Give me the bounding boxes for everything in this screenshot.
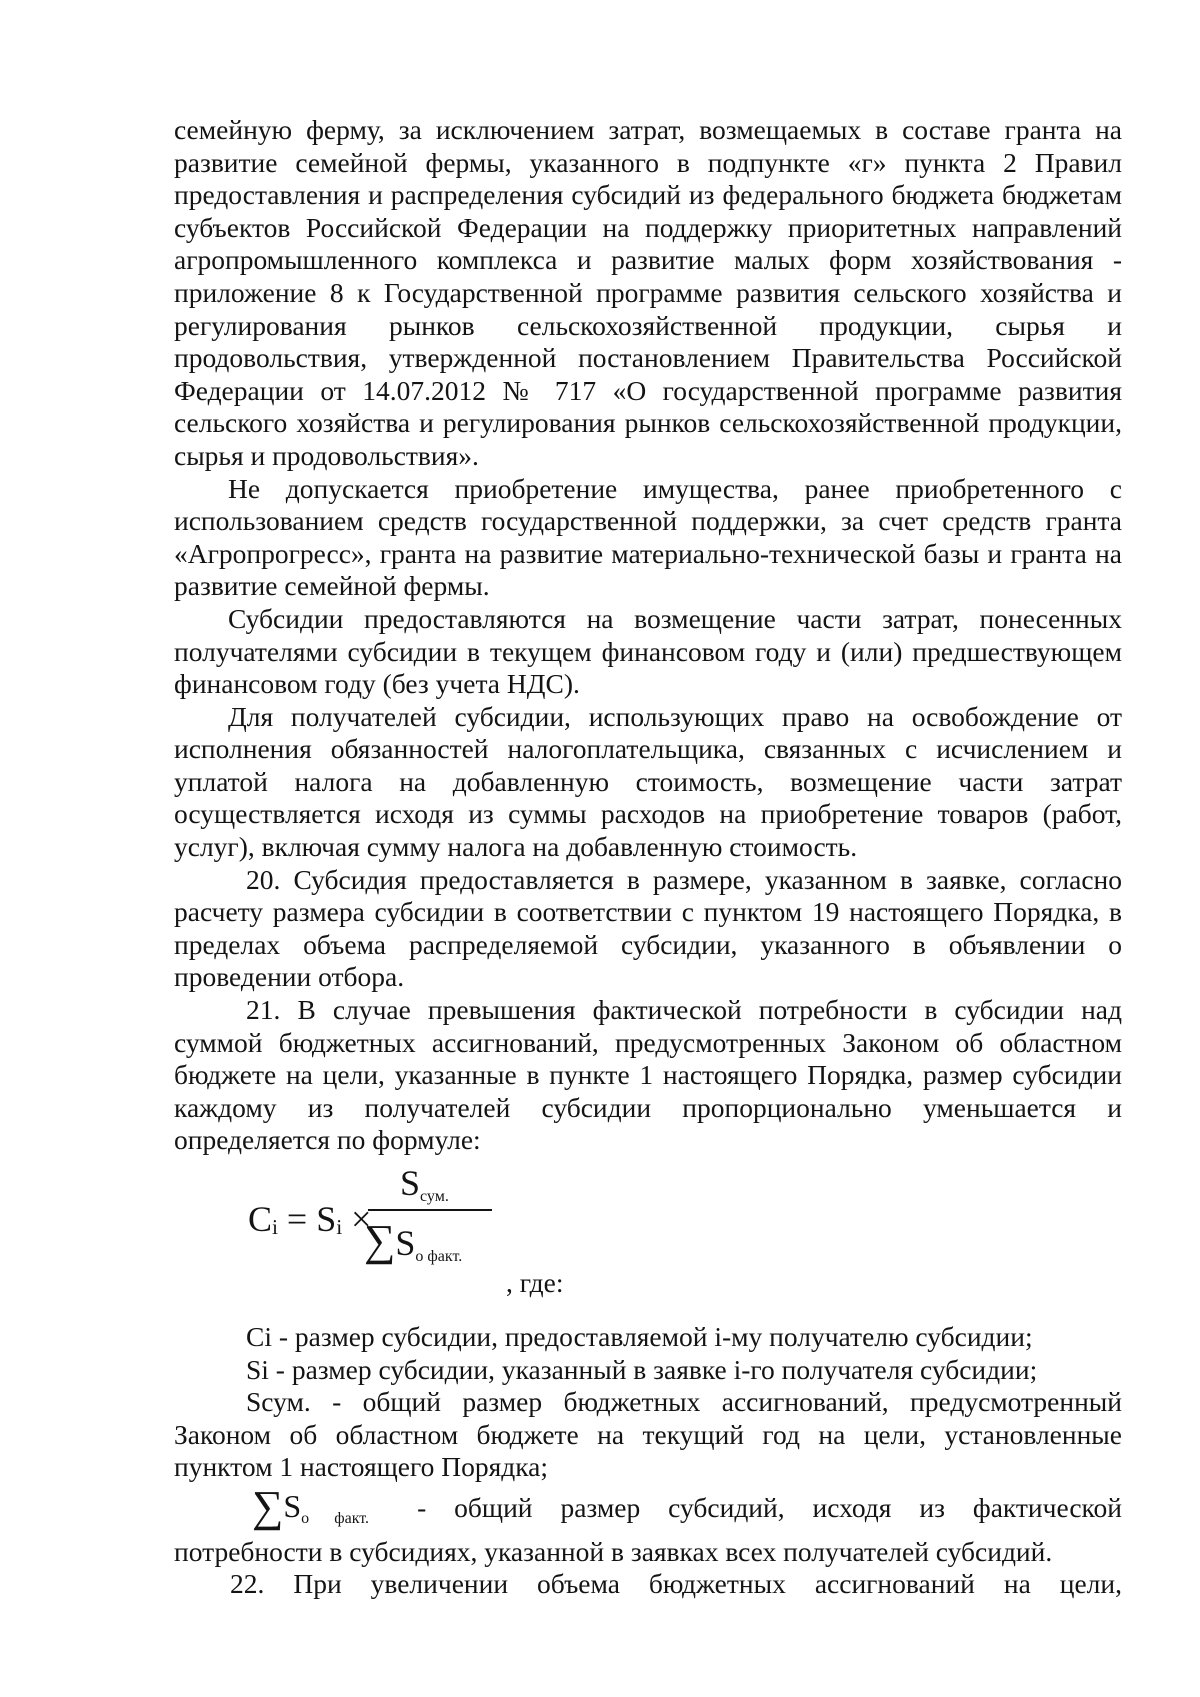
formula-numerator-s: S <box>400 1163 421 1203</box>
paragraph-property-restriction: Не допускается приобретение имущества, ранее приобретенного с использованием средств государственной поддержки, за счет средств гранта «Агропрогресс», гранта на развитие материально-технической базы и гранта на развитие семейной фермы. <box>174 472 1122 602</box>
definition-sum-fact <box>174 1481 1122 1568</box>
definition-si: Si - размер субсидии, указанный в заявке i-го получателя субсидии; <box>246 1353 1038 1385</box>
formula-lhs: Cᵢ = Sᵢ × <box>248 1199 372 1239</box>
formula-tail: , где: <box>506 1267 564 1298</box>
paragraph-vat-exemption: Для получателей субсидии, использующих право на освобождение от исполнения обязанностей налогоплательщика, связанных с исчислением и уплатой налога на добавленную стоимость, возмещение части затрат осуществляется исходя из суммы расходов на приобретение товаров (работ, услуг), включая сумму налога на добавленную стоимость. <box>174 700 1122 863</box>
formula-fraction-bar <box>368 1209 492 1211</box>
definition-scum: Sсум. - общий размер бюджетных ассигнований, предусмотренный Законом об областном бюджете на текущий год на цели, установленные пунктом 1 настоящего Порядка; <box>174 1386 1122 1483</box>
formula-sum-symbol: ∑ <box>364 1216 396 1265</box>
sum-symbol: ∑ <box>252 1481 284 1531</box>
paragraph-item-21: 21. В случае превышения фактической потребности в субсидии над суммой бюджетных ассигнований, предусмотренных Законом об областном бюджете на цели, указанные в пункте 1 настоящего Порядка, размер субсидии каждому из получателей субсидии пропорционально уменьшается и определяется по формуле: <box>174 994 1122 1156</box>
formula-denominator-sub: о факт. <box>415 1248 463 1265</box>
paragraph-item-20: 20. Субсидия предоставляется в размере, указанном в заявке, согласно расчету размера субсидии в соответствии с пунктом 19 настоящего Порядка, в пределах объема распределяемой субсидии, указанного в объявлении о проведении отбора. <box>174 863 1122 993</box>
formula-denominator <box>364 1216 463 1277</box>
sum-sub: о факт. <box>301 1509 370 1527</box>
paragraph-subsidy-costs: Субсидии предоставляются на возмещение части затрат, понесенных получателями субсидии в текущем финансовом году и (или) предшествующем финансовом году (без учета НДС). <box>174 602 1122 700</box>
sum-definition-text: - общий размер субсидий, исходя из фактической потребности в субсидиях, указанной в заявках всех получателей субсидий. <box>174 1491 1122 1567</box>
paragraph-family-farm: семейную ферму, за исключением затрат, возмещаемых в составе гранта на развитие семейной фермы, указанного в подпункте «г» пункта 2 Правил предоставления и распределения субсидий из федерального бюджета бюджетам субъектов Российской Федерации на поддержку приоритетных направлений агропромышленного комплекса и развитие малых форм хозяйствования - приложение 8 к Государственной программе развития сельского хозяйства и регулирования рынков сельскохозяйственной продукции, сырья и продовольствия, утвержденной постановлением Правительства Российской Федерации от 14.07.2012 № 717 «О государственной программе развития сельского хозяйства и регулирования рынков сельскохозяйственной продукции, сырья и продовольствия». <box>174 114 1122 471</box>
sum-s: S <box>283 1487 302 1524</box>
definition-ci: Ci - размер субсидии, предоставляемой i-му получателю субсидии; <box>246 1321 1033 1352</box>
document-page <box>174 114 1122 1601</box>
paragraph-item-22: 22. При увеличении объема бюджетных ассигнований на цели, <box>230 1568 1122 1600</box>
formula-denominator-s: S <box>395 1223 416 1263</box>
subsidy-formula <box>174 1157 1122 1321</box>
formula-numerator-sub: сум. <box>420 1188 449 1205</box>
